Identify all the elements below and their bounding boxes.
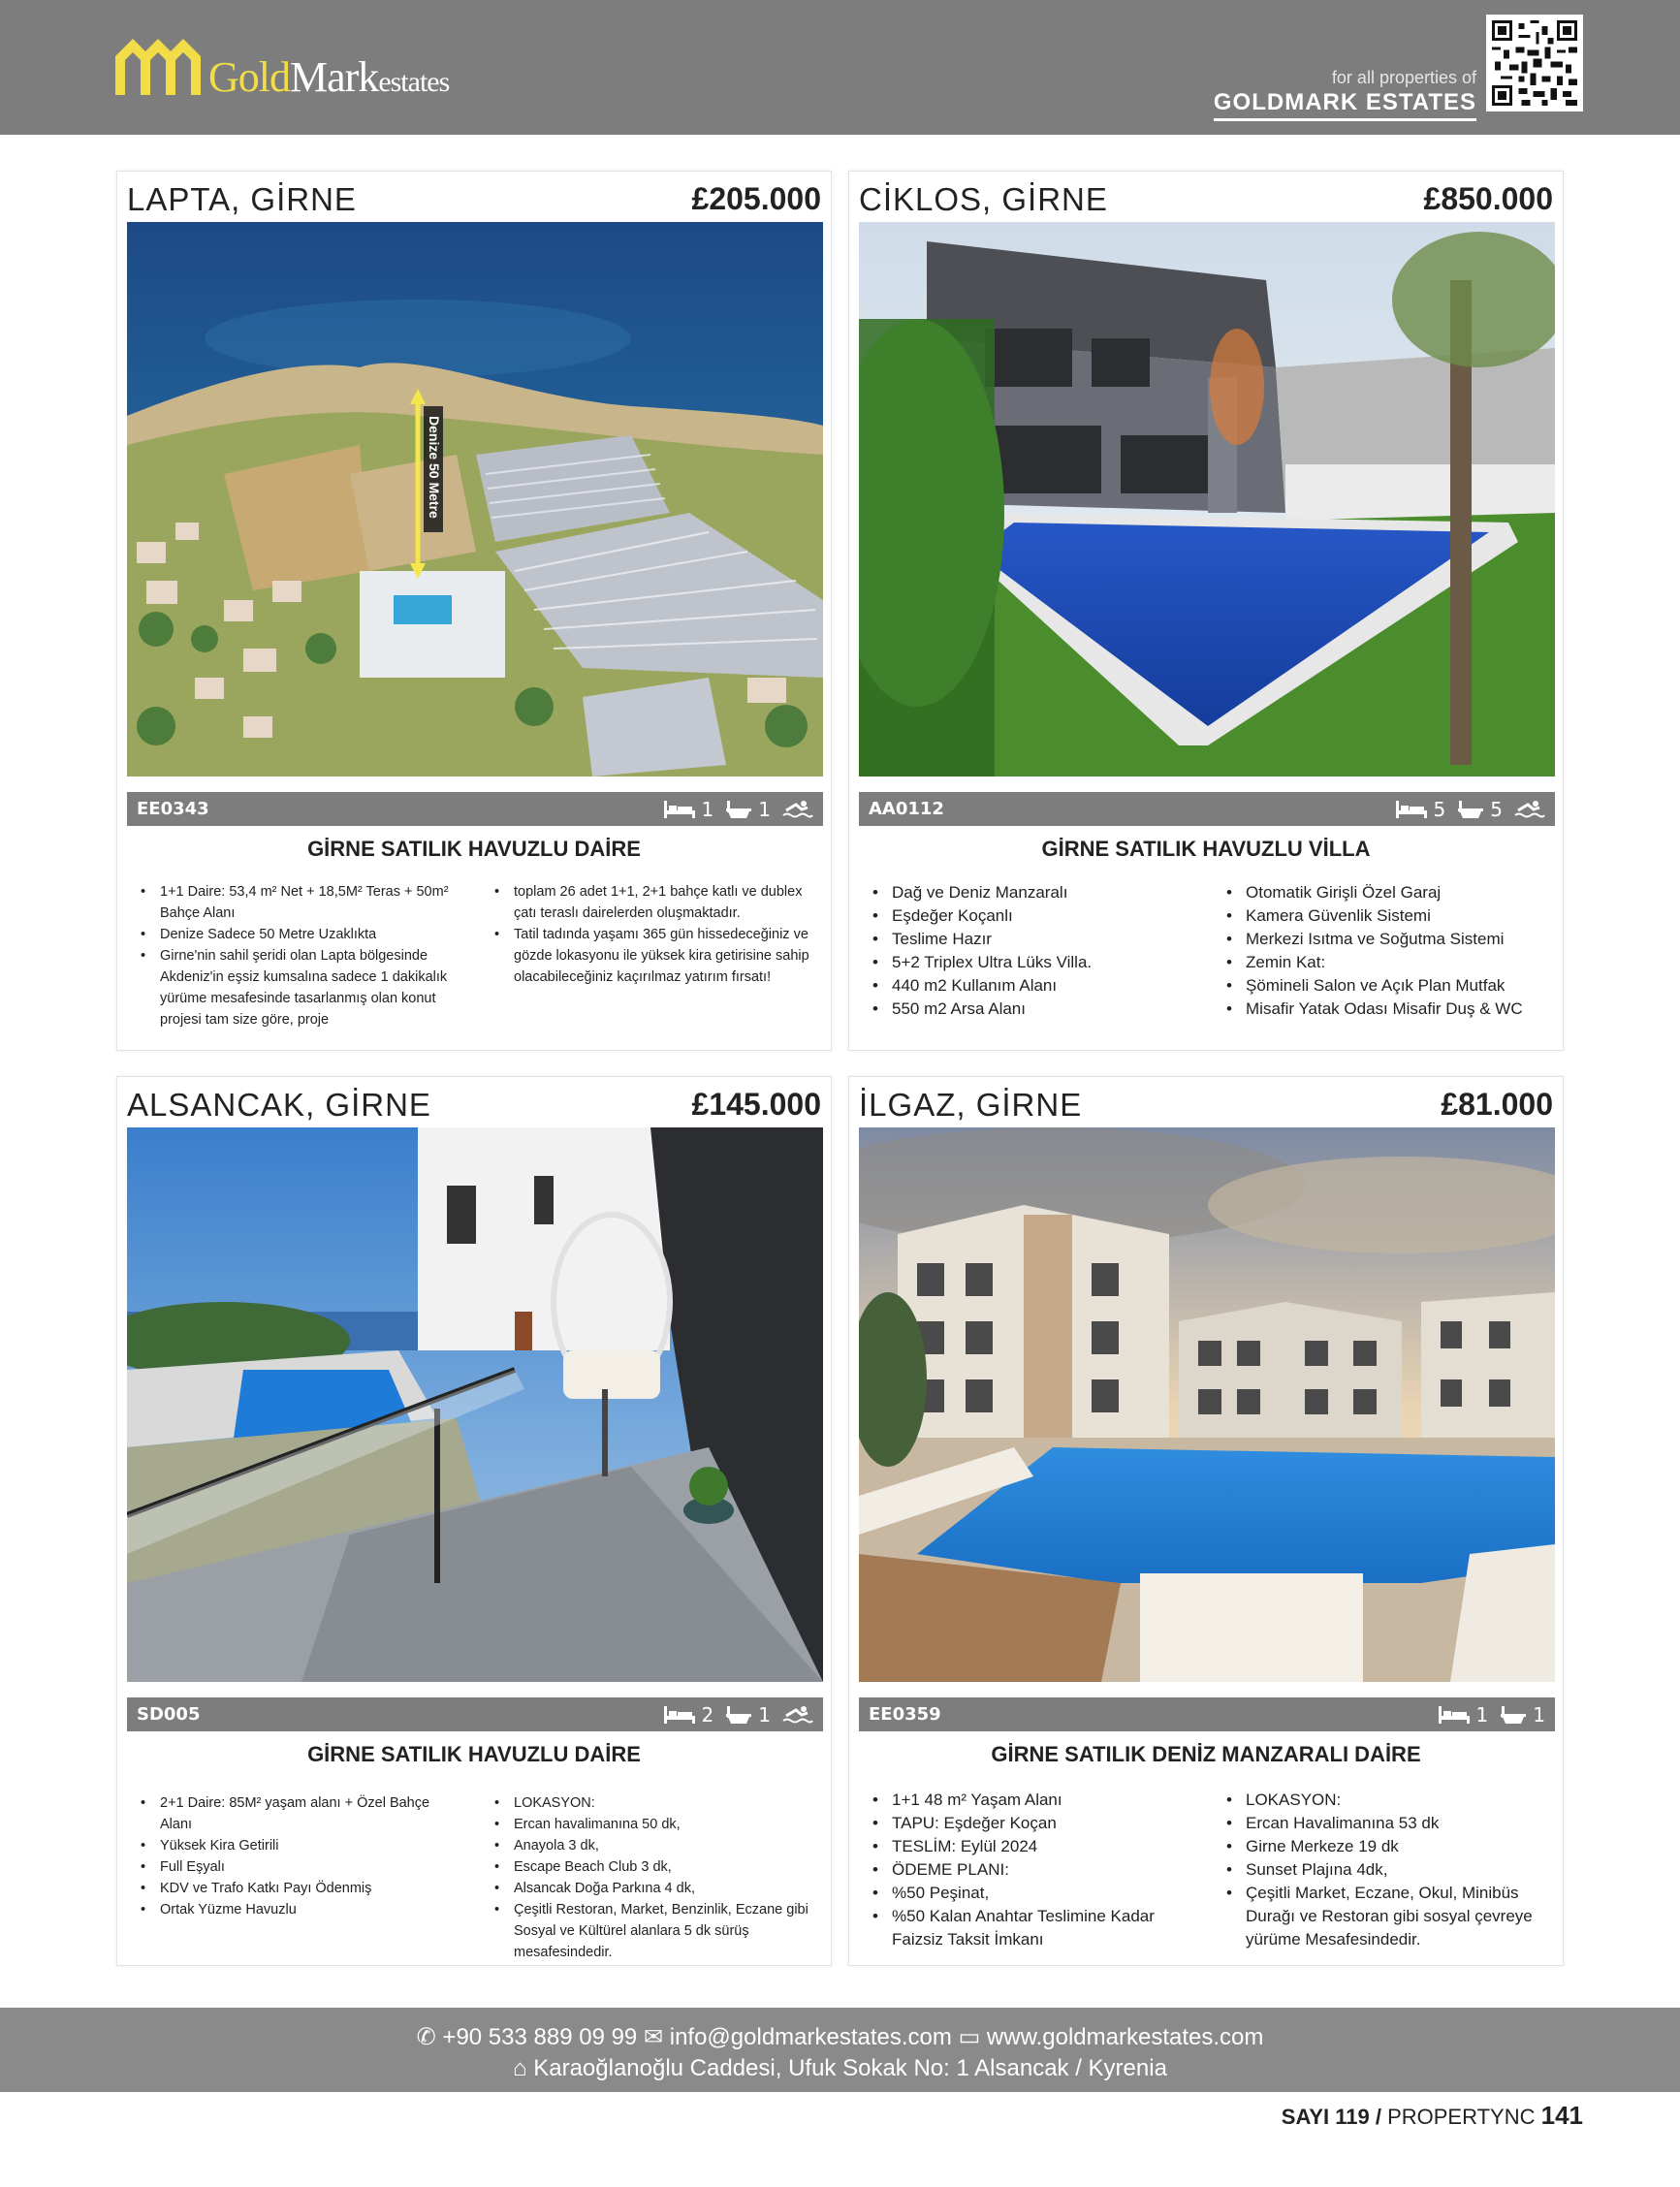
pool-feature (782, 799, 813, 820)
bed-icon (663, 799, 696, 820)
bath-icon (725, 799, 752, 820)
listing-features (139, 881, 817, 1030)
bathroom-count (725, 1703, 771, 1727)
feature-item: • 2+1 Daire: 85M² yaşam alanı + Özel Bahçe Alanı (139, 1792, 463, 1835)
bedroom-count-value: 1 (1475, 1702, 1489, 1727)
feature-item: • %50 Peşinat, (871, 1882, 1195, 1905)
feature-list-left (871, 881, 1195, 1021)
page-number (1282, 2101, 1583, 2131)
listing-info-bar (859, 792, 1555, 826)
listing-subtitle: GİRNE SATILIK HAVUZLU DAİRE (307, 1742, 641, 1766)
feature-list-left (871, 1789, 1195, 1951)
footer-website[interactable]: www.goldmarkestates.com (986, 2024, 1264, 2050)
listing-price: £205.000 (691, 181, 821, 216)
bath-icon (725, 1704, 752, 1726)
bedroom-count-value: 2 (701, 1702, 714, 1727)
feature-item: • Çeşitli Market, Eczane, Okul, Minibüs Durağı ve Restoran gibi sosyal çevreye yürüme Mesafesindedir. (1224, 1882, 1549, 1951)
listing-info-bar (859, 1697, 1555, 1731)
listing-title: ALSANCAK, GİRNE (127, 1087, 431, 1123)
bathroom-count-value: 5 (1490, 797, 1503, 821)
feature-item: • 1+1 Daire: 53,4 m² Net + 18,5M² Teras + 50m² Bahçe Alanı (139, 881, 463, 924)
feature-item: • Escape Beach Club 3 dk, (492, 1856, 817, 1878)
feature-item: • Anayola 3 dk, (492, 1835, 817, 1856)
listing-photo-aerial[interactable] (127, 222, 823, 777)
phone-icon: ✆ (416, 2024, 436, 2050)
bathroom-count-value: 1 (1533, 1702, 1545, 1727)
feature-item: • LOKASYON: (1224, 1789, 1549, 1812)
listing-info-bar (127, 792, 823, 826)
issue-label: SAYI 119 / (1281, 2105, 1381, 2129)
listing-card-ciklos[interactable] (848, 171, 1564, 1051)
swimmer-icon (1514, 799, 1545, 820)
listing-card-alsancak[interactable] (116, 1076, 832, 1966)
page-number-value: 141 (1540, 2101, 1583, 2130)
feature-item: • LOKASYON: (492, 1792, 817, 1814)
bath-icon (1500, 1704, 1527, 1726)
listing-title: LAPTA, GİRNE (127, 181, 357, 217)
bathroom-count (1457, 798, 1503, 821)
feature-item: • 440 m2 Kullanım Alanı (871, 974, 1195, 998)
feature-list-right (492, 1792, 817, 1963)
bath-icon (1457, 799, 1484, 820)
feature-item: • KDV ve Trafo Katkı Payı Ödenmiş (139, 1878, 463, 1899)
house-logo-icon (111, 35, 201, 99)
feature-list-right (1224, 1789, 1549, 1951)
qr-code-icon[interactable] (1486, 15, 1583, 111)
listing-features (871, 1789, 1549, 1951)
feature-item: • Tatil tadında yaşamı 365 gün hissedeceğiniz ve gözde lokasyonu ile yüksek kira getirisine sahip olacabileceğiniz kaçırılmaz yatırım fırsatı! (492, 924, 817, 988)
feature-list-left (139, 1792, 463, 1963)
bathroom-count (725, 798, 771, 821)
feature-item: • %50 Kalan Anahtar Teslimine Kadar Faizsiz Taksit İmkanı (871, 1905, 1195, 1951)
feature-item: • Zemin Kat: (1224, 951, 1549, 974)
feature-item: • 550 m2 Arsa Alanı (871, 998, 1195, 1021)
location-icon: ⌂ (513, 2055, 527, 2081)
brand-logo[interactable] (111, 35, 449, 99)
listing-price: £850.000 (1423, 181, 1553, 216)
listing-info-bar (127, 1697, 823, 1731)
feature-item: • 5+2 Triplex Ultra Lüks Villa. (871, 951, 1195, 974)
feature-item: • Eşdeğer Koçanlı (871, 904, 1195, 928)
feature-list-right (1224, 881, 1549, 1021)
brand-gold: Gold (208, 53, 290, 101)
bedroom-count-value: 5 (1433, 797, 1446, 821)
feature-list-left (139, 881, 463, 1030)
footer-address: Karaoğlanoğlu Caddesi, Ufuk Sokak No: 1 Alsancak / Kyrenia (533, 2055, 1167, 2081)
feature-list-right (492, 881, 817, 1030)
brand-mark: Mark (290, 53, 379, 101)
brand-name (208, 53, 450, 101)
footer-email[interactable]: info@goldmarkestates.com (669, 2024, 952, 2050)
listing-price: £145.000 (691, 1087, 821, 1122)
swimmer-icon (782, 1704, 813, 1726)
bedroom-count (663, 798, 714, 821)
listing-title: CİKLOS, GİRNE (859, 181, 1108, 217)
feature-item: • Dağ ve Deniz Manzaralı (871, 881, 1195, 904)
listing-features (871, 881, 1549, 1021)
bedroom-count (663, 1703, 714, 1727)
feature-item: • Full Eşyalı (139, 1856, 463, 1878)
feature-item: • Şömineli Salon ve Açık Plan Mutfak (1224, 974, 1549, 998)
feature-item: • Çeşitli Restoran, Market, Benzinlik, Eczane gibi Sosyal ve Kültürel alanlara 5 dk sürüş mesafesindedir. (492, 1899, 817, 1963)
magazine-name: PROPERTYNC (1387, 2105, 1536, 2129)
bedroom-count (1438, 1703, 1489, 1727)
feature-item: • Teslime Hazır (871, 928, 1195, 951)
pool-feature (1514, 799, 1545, 820)
listing-code: AA0112 (869, 799, 944, 819)
footer-phone[interactable]: +90 533 889 09 99 (442, 2024, 638, 2050)
web-icon: ▭ (958, 2024, 981, 2050)
feature-item: • Ercan havalimanına 50 dk, (492, 1814, 817, 1835)
listing-subtitle: GİRNE SATILIK HAVUZLU DAİRE (307, 837, 641, 861)
feature-item: • Ortak Yüzme Havuzlu (139, 1899, 463, 1920)
brand-estates: estates (378, 66, 450, 98)
feature-item: • Girne'nin sahil şeridi olan Lapta bölgesinde Akdeniz'in eşsiz kumsalına sadece 1 dakikalık yürüme mesafesinde tasarlanmış olan konut projesi tam size göre, proje (139, 945, 463, 1030)
bedroom-count-value: 1 (701, 797, 714, 821)
listing-code: SD005 (137, 1704, 201, 1725)
bed-icon (1395, 799, 1428, 820)
feature-item: • TESLİM: Eylül 2024 (871, 1835, 1195, 1858)
listing-price: £81.000 (1441, 1087, 1553, 1122)
map-caption: Denize 50 Metre (427, 416, 442, 519)
email-icon: ✉ (643, 2024, 664, 2050)
listing-code: EE0359 (869, 1704, 941, 1725)
feature-item: • Misafir Yatak Odası Misafir Duş & WC (1224, 998, 1549, 1021)
feature-item: • Otomatik Girişli Özel Garaj (1224, 881, 1549, 904)
feature-item: • Denize Sadece 50 Metre Uzaklıkta (139, 924, 463, 945)
listing-title: İLGAZ, GİRNE (859, 1087, 1083, 1123)
feature-item: • Yüksek Kira Getirili (139, 1835, 463, 1856)
listing-features (139, 1792, 817, 1963)
feature-item: • Alsancak Doğa Parkına 4 dk, (492, 1878, 817, 1899)
feature-item: • Sunset Plajına 4dk, (1224, 1858, 1549, 1882)
feature-item: • Girne Merkeze 19 dk (1224, 1835, 1549, 1858)
feature-item: • toplam 26 adet 1+1, 2+1 bahçe katlı ve dublex çatı teraslı dairelerden oluşmaktadır. (492, 881, 817, 924)
feature-item: • Ercan Havalimanına 53 dk (1224, 1812, 1549, 1835)
bed-icon (663, 1704, 696, 1726)
bedroom-count (1395, 798, 1446, 821)
bathroom-count-value: 1 (758, 797, 771, 821)
listing-card-lapta[interactable] (116, 171, 832, 1051)
page-header (0, 0, 1680, 135)
feature-item: • ÖDEME PLANI: (871, 1858, 1195, 1882)
feature-item: • 1+1 48 m² Yaşam Alanı (871, 1789, 1195, 1812)
tagline: for all properties of (1331, 68, 1476, 87)
tag-name: GOLDMARK ESTATES (1214, 89, 1476, 121)
swimmer-icon (782, 799, 813, 820)
listing-code: EE0343 (137, 799, 209, 819)
address-line (0, 2055, 1680, 2082)
page-footer (0, 2008, 1680, 2092)
feature-item: • Merkezi Isıtma ve Soğutma Sistemi (1224, 928, 1549, 951)
listing-photo-complex[interactable] (859, 1127, 1555, 1682)
bathroom-count (1500, 1703, 1545, 1727)
pool-feature (782, 1704, 813, 1726)
feature-item: • Kamera Güvenlik Sistemi (1224, 904, 1549, 928)
listing-subtitle: GİRNE SATILIK HAVUZLU VİLLA (1041, 837, 1371, 861)
listing-card-ilgaz[interactable] (848, 1076, 1564, 1966)
listing-subtitle: GİRNE SATILIK DENİZ MANZARALI DAİRE (991, 1742, 1421, 1766)
listing-photo-villa[interactable] (859, 222, 1555, 777)
contact-line (0, 2008, 1680, 2051)
feature-item: • TAPU: Eşdeğer Koçan (871, 1812, 1195, 1835)
listing-photo-terrace[interactable] (127, 1127, 823, 1682)
bathroom-count-value: 1 (758, 1702, 771, 1727)
bed-icon (1438, 1704, 1471, 1726)
